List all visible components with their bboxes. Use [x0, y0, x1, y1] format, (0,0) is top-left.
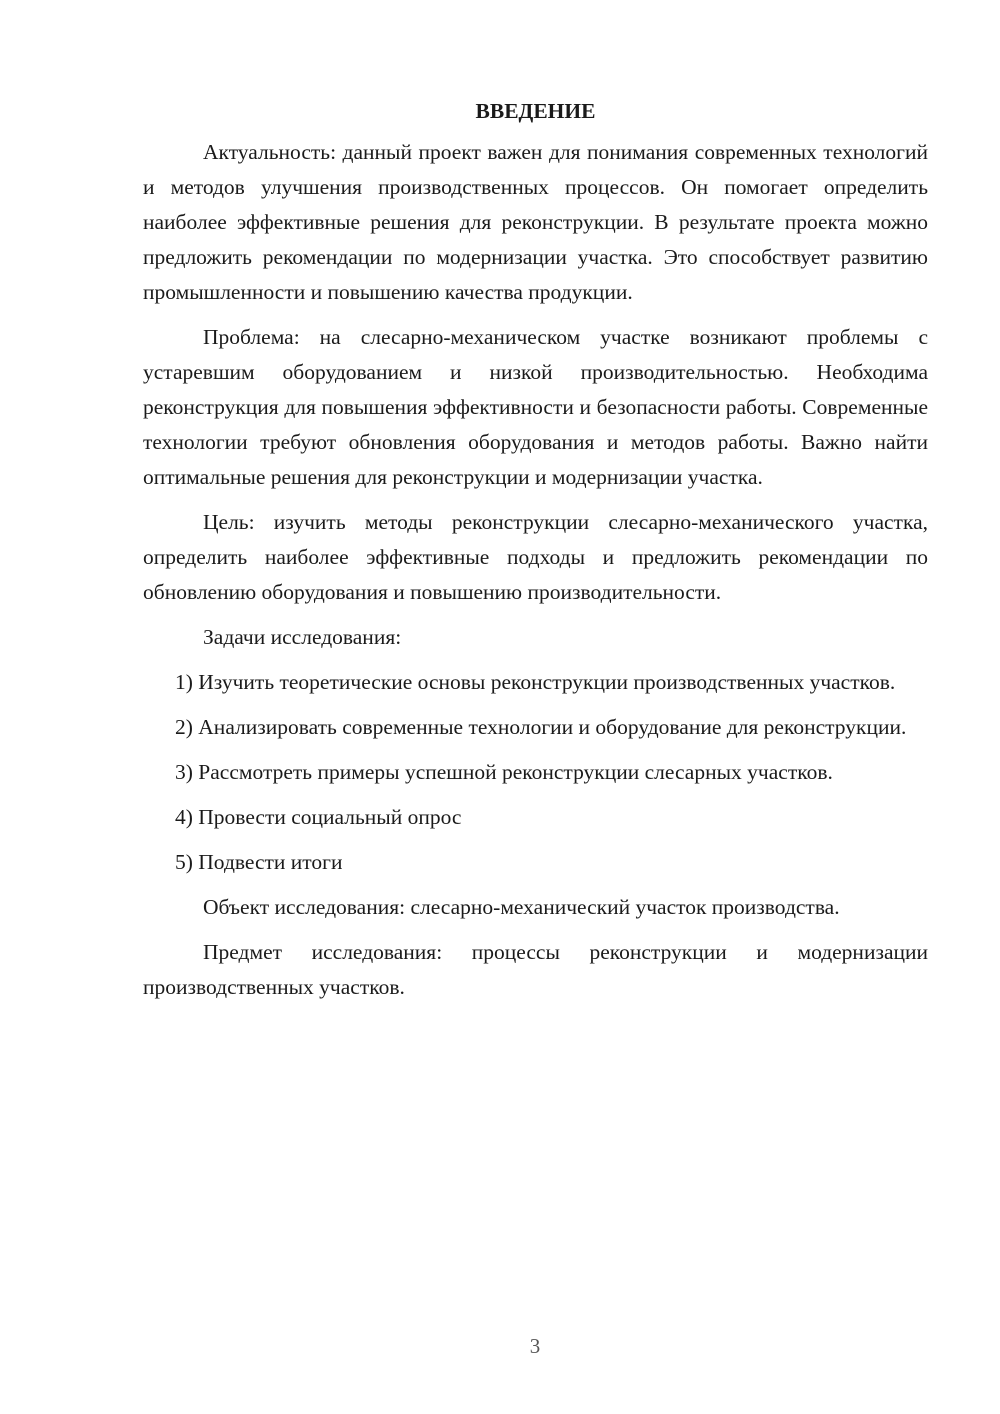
task-item-3: 3) Рассмотреть примеры успешной реконструкции слесарных участков. [175, 760, 833, 784]
paragraph-subject: Предмет исследования: процессы реконструкции и модернизации производственных участков. [143, 940, 928, 999]
section-title: ВВЕДЕНИЕ [475, 99, 596, 123]
page-content [143, 94, 928, 1015]
task-item-5: 5) Подвести итоги [175, 850, 343, 874]
tasks-header: Задачи исследования: [203, 625, 402, 649]
page-number: 3 [529, 1334, 541, 1358]
paragraph-object: Объект исследования: слесарно-механический участок производства. [203, 895, 840, 919]
paragraph-relevance: Актуальность: данный проект важен для понимания современных технологий и методов улучшения производственных процессов. Он помогает определить наиболее эффективные решения для реконструкции. В результате проекта можно предложить рекомендации по модернизации участка. Это способствует развитию промышленности и повышению качества продукции. [143, 140, 928, 304]
paragraph-problem: Проблема: на слесарно-механическом участке возникают проблемы с устаревшим оборудованием и низкой производительностью. Необходима реконструкция для повышения эффективности и безопасности работы. Современные технологии требуют обновления оборудования и методов работы. Важно найти оптимальные решения для реконструкции и модернизации участка. [143, 325, 928, 489]
paragraph-goal: Цель: изучить методы реконструкции слесарно-механического участка, определить наиболее эффективные подходы и предложить рекомендации по обновлению оборудования и повышению производительности. [143, 510, 928, 604]
task-item-1: 1) Изучить теоретические основы реконструкции производственных участков. [175, 670, 896, 694]
task-item-2: 2) Анализировать современные технологии и оборудование для реконструкции. [175, 715, 907, 739]
task-item-4: 4) Провести социальный опрос [175, 805, 462, 829]
